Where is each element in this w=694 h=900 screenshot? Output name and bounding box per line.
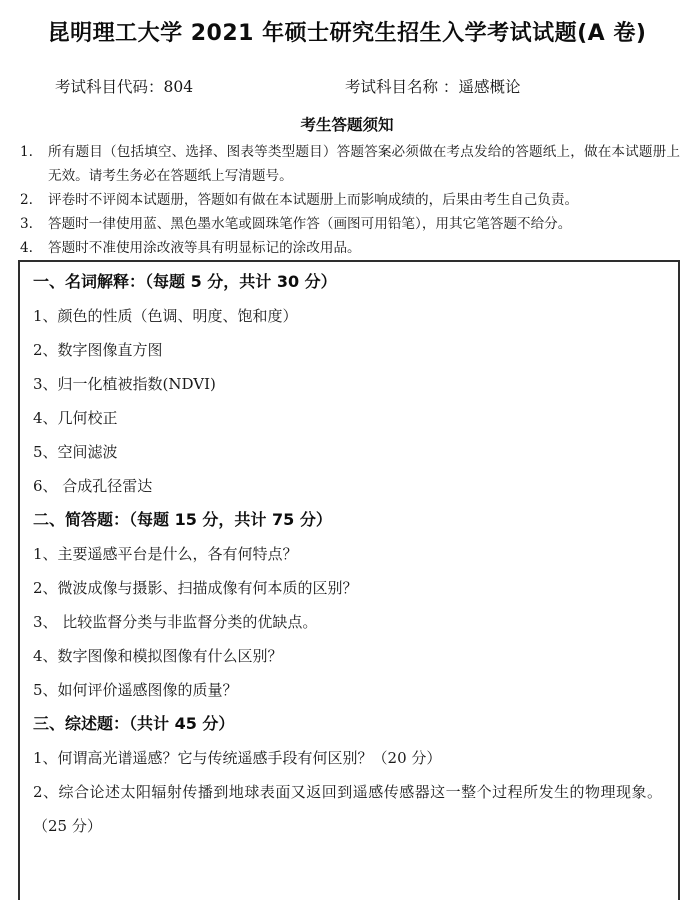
section-2-question-4: 4、数字图像和模拟图像有什么区别？ [33, 647, 283, 665]
section-1-question-2: 2、数字图像直方图 [33, 341, 163, 359]
notice-text: 评卷时不评阅本试题册，答题如有做在本试题册上而影响成绩的，后果由考生自己负责。 [48, 192, 579, 208]
section-3-question-1: 1、何谓高光谱遥感？它与传统遥感手段有何区别？（20 分） [33, 749, 442, 767]
section-1-heading: 一、名词解释：（每题 5 分，共计 30 分） [33, 272, 337, 291]
section-1-question-6: 6、 合成孔径雷达 [33, 477, 153, 495]
notices-list [20, 140, 680, 260]
notice-item [20, 140, 680, 188]
section-3-question-2: 2、综合论述太阳辐射传播到地球表面又返回到遥感传感器这一整个过程所发生的物理现象。（25 分） [33, 783, 662, 835]
section-1-question-3: 3、归一化植被指数(NDVI) [33, 375, 216, 393]
section-2-question-2: 2、微波成像与摄影、扫描成像有何本质的区别？ [33, 579, 358, 597]
section-3-heading: 三、综述题：（共计 45 分） [33, 714, 235, 733]
section-2-question-3: 3、 比较监督分类与非监督分类的优缺点。 [33, 613, 318, 631]
notice-item [20, 236, 680, 260]
notice-number: 3. [20, 216, 33, 232]
notice-text: 答题时一律使用蓝、黑色墨水笔或圆珠笔作答（画图可用铅笔），用其它笔答题不给分。 [48, 216, 572, 232]
subject-name-label: 考试科目名称 ： [345, 78, 459, 96]
subject-row [55, 76, 694, 98]
notice-item [20, 188, 680, 212]
notice-number: 2. [20, 192, 33, 208]
subject-code [55, 76, 345, 98]
section-2-heading: 二、简答题：（每题 15 分，共计 75 分） [33, 510, 332, 529]
subject-code-label: 考试科目代码： [55, 78, 164, 96]
subject-code-value: 804 [163, 78, 194, 96]
notice-title: 考生答题须知 [300, 116, 394, 134]
section-1-question-5: 5、空间滤波 [33, 443, 118, 461]
exam-title: 昆明理工大学 2021 年硕士研究生招生入学考试试题(A 卷) [47, 21, 647, 46]
section-2-question-1: 1、主要遥感平台是什么，各有何特点？ [33, 545, 298, 563]
section-2-question-5: 5、如何评价遥感图像的质量？ [33, 681, 238, 699]
subject-name-value: 遥感概论 [458, 78, 521, 96]
questions-box [18, 260, 680, 900]
section-1-question-4: 4、几何校正 [33, 409, 118, 427]
section-1-question-1: 1、颜色的性质（色调、明度、饱和度） [33, 307, 298, 325]
subject-name [345, 76, 520, 98]
notice-number: 1. [20, 144, 33, 160]
notice-number: 4. [20, 240, 33, 256]
notice-text: 答题时不准使用涂改液等具有明显标记的涂改用品。 [48, 240, 361, 256]
notice-text: 所有题目（包括填空、选择、图表等类型题目）答题答案必须做在考点发给的答题纸上，做在本试题册上无效。请考生务必在答题纸上写清题号。 [48, 144, 680, 184]
notice-item [20, 212, 680, 236]
